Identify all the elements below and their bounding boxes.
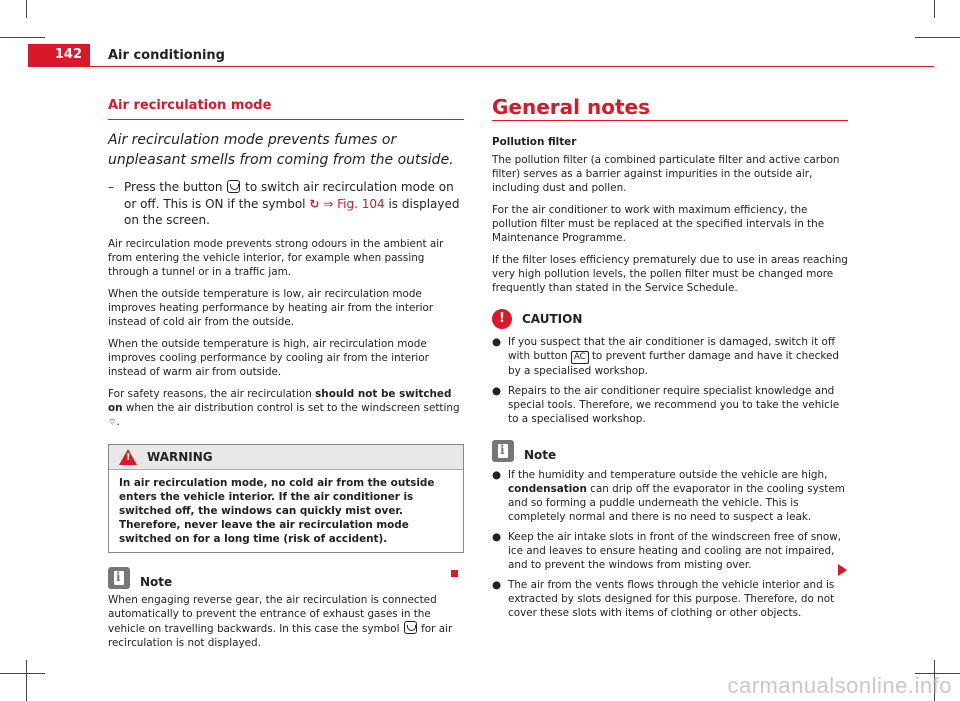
- left-column: [108, 99, 464, 650]
- note-item-text: [508, 468, 848, 524]
- recirculation-button-icon: [404, 621, 417, 634]
- bullet-dot: ●: [492, 385, 502, 397]
- note-info-icon: [108, 567, 130, 589]
- step-text-part: is displayed on the screen.: [124, 196, 460, 227]
- paragraph: When the outside temperature is low, air recirculation mode improves heating performance by heating air from the interior instead of cold air from the outside.: [108, 287, 434, 328]
- chapter-title: Air conditioning: [108, 48, 225, 63]
- note-text: [108, 593, 464, 650]
- note-item: [492, 530, 848, 572]
- note-text-part: can drip off the evaporator in the cooling system and so forming a puddle underneath the vehicle. This is completely normal and there is no need to suspect a leak.: [508, 483, 845, 523]
- caution-title: CAUTION: [522, 312, 583, 326]
- note-item: [492, 578, 848, 620]
- instruction-step: [108, 179, 464, 229]
- warning-body: In air recirculation mode, no cold air from the outside enters the vehicle interior. If the air conditioner is switched off, the windows can quickly mist over. Therefore, never leave the air recirculation mode switched on for a long time (risk of accident).: [119, 476, 435, 545]
- step-text-part: to switch air recirculation mode on or off. This is ON if the symbol: [124, 180, 454, 211]
- page-number: 142: [28, 44, 90, 66]
- bullet-dot: ●: [492, 469, 502, 481]
- caution-item-text: Repairs to the air conditioner require specialist knowledge and special tools. Therefore, we recommend you to take the vehicle to a specialised workshop.: [508, 385, 840, 425]
- note-header: [492, 440, 848, 462]
- continue-arrow-icon: [838, 564, 847, 576]
- safety-text-end: .: [116, 415, 120, 428]
- note-text-part: When engaging reverse gear, the air recirculation is connected automatically to prevent the entrance of exhaust gases in the vehicle on travelling backwards. In this case the symbol: [108, 593, 437, 635]
- paragraph: When the outside temperature is high, air recirculation mode improves cooling performance by cooling air from the interior instead of warm air from outside.: [108, 337, 429, 378]
- header-rule: [28, 66, 934, 67]
- note-title: Note: [140, 574, 173, 589]
- note-item-text: The air from the vents flows through the vehicle interior and is extracted by slots designed for this purpose. Therefore, do not cover these slots with items of clothing or other objects.: [508, 579, 835, 619]
- crop-mark: [915, 37, 960, 38]
- caution-item-text: [508, 335, 848, 378]
- step-text-part: Press the button: [124, 180, 223, 194]
- note-text-part: If the humidity and temperature outside the vehicle are high,: [508, 469, 828, 481]
- section-end-marker: [451, 570, 458, 577]
- bullet-dot: ●: [492, 531, 502, 543]
- warning-title: WARNING: [147, 449, 213, 464]
- note-title: Note: [524, 448, 557, 462]
- note-emphasis: condensation: [508, 483, 587, 495]
- figure-link[interactable]: ⇒ Fig. 104: [323, 196, 385, 211]
- crop-mark: [934, 0, 935, 18]
- crop-mark: [0, 673, 45, 674]
- note-item-text: Keep the air intake slots in front of the windscreen free of snow, ice and leaves to ensure heating and cooling are not impaired, and to prevent the windows from misting over.: [508, 531, 842, 571]
- safety-text: when the air distribution control is set to the windscreen setting: [125, 401, 460, 414]
- caution-icon: !: [492, 309, 512, 329]
- right-column: [492, 95, 848, 620]
- paragraph: If the filter loses efficiency prematurely due to use in areas reaching very high pollution levels, the pollen filter must be changed more frequently than stated in the Service Schedule.: [492, 254, 848, 294]
- section-title-general-notes: General notes: [492, 100, 848, 121]
- crop-mark: [0, 37, 45, 38]
- intro-text: Air recirculation mode prevents fumes or unpleasant smells from coming from the outside.: [108, 132, 454, 168]
- recirculation-button-icon: [227, 180, 240, 193]
- step-text: [124, 179, 464, 229]
- bullet-dot: ●: [492, 336, 502, 348]
- safety-text: For safety reasons, the air recirculation: [108, 387, 312, 400]
- step-dash: –: [108, 180, 114, 194]
- note-text-part: for air recirculation is not displayed.: [108, 622, 453, 649]
- safety-paragraph: [108, 387, 464, 430]
- caution-item: [492, 335, 848, 378]
- subheading-pollution-filter: Pollution filter: [492, 136, 577, 148]
- caution-text: to prevent further damage and have it checked by a specialised workshop.: [508, 350, 839, 377]
- safety-emphasis: should not be switched on: [108, 387, 452, 414]
- bullet-dot: ●: [492, 579, 502, 591]
- caution-text: If you suspect that the air conditioner is damaged, switch it off with button: [508, 336, 836, 362]
- crop-mark: [26, 660, 27, 701]
- section-title-recirculation: Air recirculation mode: [108, 99, 464, 120]
- crop-mark: [26, 0, 27, 18]
- ac-button-key: AC: [571, 351, 589, 364]
- paragraph: Air recirculation mode prevents strong odours in the ambient air from entering the vehicle interior, for example when passing through a tunnel or in a traffic jam.: [108, 237, 444, 278]
- note-item: [492, 468, 848, 524]
- paragraph: For the air conditioner to work with maximum efficiency, the pollution filter must be replaced at the specified intervals in the Maintenance Programme.: [492, 204, 825, 244]
- note-header: [108, 567, 464, 589]
- caution-header: [492, 309, 848, 329]
- note-info-icon: [492, 440, 514, 462]
- warning-triangle-icon: [119, 449, 137, 465]
- windscreen-icon: ⌔: [108, 417, 117, 428]
- warning-header: [109, 445, 463, 470]
- paragraph: The pollution filter (a combined particulate filter and active carbon filter) serves as a barrier against impurities in the outside air, including dust and pollen.: [492, 154, 840, 194]
- caution-item: [492, 384, 848, 426]
- watermark: carmanualsonline.info: [727, 673, 952, 698]
- recirculation-symbol-icon: ↻: [309, 196, 320, 211]
- warning-box: [108, 444, 464, 553]
